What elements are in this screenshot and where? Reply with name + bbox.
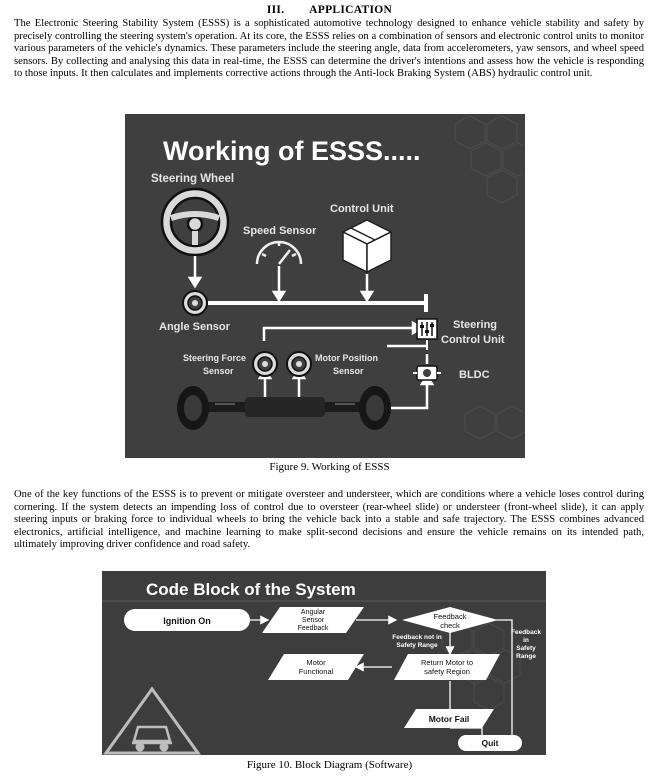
label-steering-force-line2: Sensor	[203, 366, 234, 376]
edge-label-in-safety-line3: Safety	[516, 645, 536, 652]
node-feedback-check-line2: check	[440, 621, 460, 630]
figure-code-block	[102, 571, 546, 755]
paragraph-oversteer: One of the key functions of the ESSS is to prevent or mitigate oversteer and understeer, which are conditions where a vehicle loses control during cornering. If the system detects an impending loss of control due to oversteer (rear-wheel slide) or understeer (front-wheel slide), it can apply steering inputs or braking force to individual wheels to bring the vehicle back into a stable and safe trajectory. The ESSS combines advanced electronics, artificial intelligence, and machine learning to make split-second decisions and ensure the vehicle remains on its intended path, ultimately improving driver confidence and road safety.	[14, 489, 644, 550]
section-number: III.	[266, 4, 285, 16]
figure2-title: Code Block of the System	[146, 580, 356, 599]
figure1-title: Working of ESSS.....	[163, 136, 421, 166]
node-motor-functional-line1: Motor	[306, 658, 326, 667]
control-unit-box-icon	[343, 220, 391, 272]
node-angular-label-line3: Feedback	[297, 625, 329, 632]
node-angular-label-line1: Angular	[300, 609, 326, 616]
paragraph-intro: The Electronic Steering Stability System (ESSS) is a sophisticated automotive technology designed to enhance vehicle stability and safety by precisely controlling the steering system's operation. At its core, the ESSS relies on a combination of sensors and electronic control units to monitor various parameters of the vehicle's dynamics. These parameters include the steering angle, data from accelerometers, yaw sensors, and wheel speed sensors. By collecting and analysing this data in real-time, the ESSS can determine the driver's intentions and assess how the vehicle is responding to those inputs. It then calculates and implements corrective actions through the Anti-lock Braking System (ABS) hydraulic control unit.	[14, 18, 644, 79]
label-steering-control-unit-line2: Control Unit	[441, 334, 505, 346]
edge-label-in-safety-line2: in	[523, 637, 529, 644]
edge-label-in-safety-line1: Feedback	[511, 629, 541, 636]
node-return-motor-line1: Return Motor to	[420, 658, 474, 667]
figure10-caption: Figure 10. Block Diagram (Software)	[246, 759, 413, 771]
label-motor-position-line2: Sensor	[333, 366, 364, 376]
edge-label-in-safety-line4: Range	[516, 653, 536, 660]
steering-force-sensor-icon	[253, 352, 277, 376]
label-steering-wheel: Steering Wheel	[151, 173, 235, 185]
angle-sensor-icon	[183, 291, 207, 315]
node-quit-label: Quit	[481, 738, 499, 748]
node-angular-label-line2: Sensor	[301, 617, 325, 624]
node-feedback-check-line1: Feedback	[433, 612, 467, 621]
motor-position-sensor-icon	[287, 352, 311, 376]
label-steering-control-unit-line1: Steering	[453, 319, 498, 331]
label-steering-force-line1: Steering Force	[183, 353, 247, 363]
node-motor-functional-line2: Functional	[298, 667, 334, 676]
steering-wheel-icon	[162, 189, 228, 255]
edge-label-not-in-safety-line1: Feedback not in	[392, 634, 442, 641]
figure-working-of-esss	[125, 114, 525, 458]
node-return-motor-line2: safety Region	[424, 667, 470, 676]
steering-control-unit-icon	[417, 319, 437, 339]
label-speed-sensor: Speed Sensor	[243, 225, 317, 237]
section-heading	[0, 4, 659, 16]
label-bldc: BLDC	[459, 369, 490, 381]
edge-label-not-in-safety-line2: Safety Range	[396, 642, 438, 649]
section-title: APPLICATION	[309, 4, 393, 16]
figure9-caption: Figure 9. Working of ESSS	[269, 461, 390, 473]
bldc-motor-icon	[413, 366, 441, 380]
node-ignition-on-label: Ignition On	[163, 616, 211, 626]
node-motor-fail-label: Motor Fail	[428, 714, 470, 724]
label-motor-position-line1: Motor Position	[315, 353, 378, 363]
label-control-unit: Control Unit	[330, 203, 394, 215]
label-angle-sensor: Angle Sensor	[159, 321, 230, 333]
